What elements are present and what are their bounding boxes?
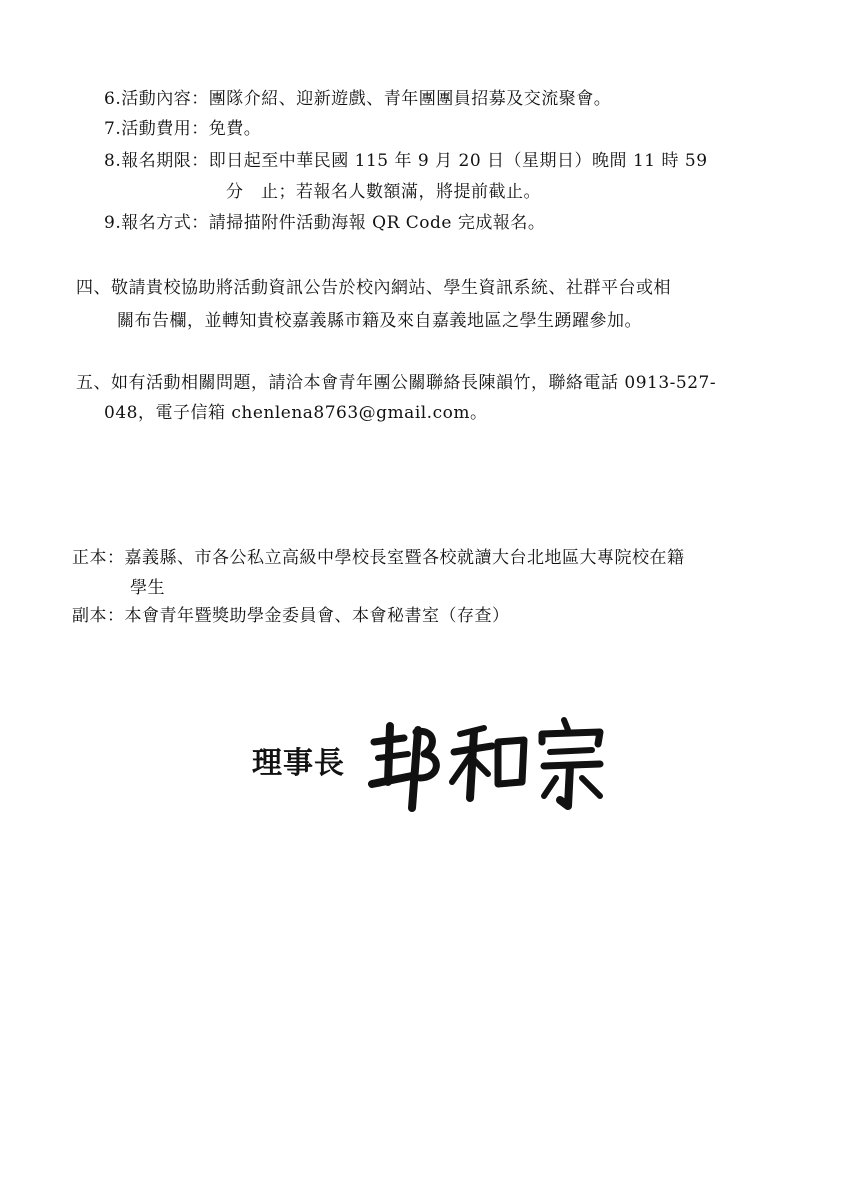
item-text: 活動費用：免費。: [121, 119, 262, 139]
distribution-copy: 副本：本會青年暨獎助學金委員會、本會秘書室（存查）: [72, 606, 510, 626]
item-7: [104, 118, 261, 140]
distribution-original-line2: 學生: [130, 578, 165, 598]
item-label: 8.: [104, 151, 122, 171]
handwritten-signature: [364, 712, 614, 812]
section-four-line1: 四、敬請貴校協助將活動資訊公告於校內網站、學生資訊系統、社群平台或相: [76, 278, 671, 298]
item-8-continuation: [226, 181, 541, 203]
item-8: [104, 150, 708, 172]
section-four-line2: 關布告欄，並轉知貴校嘉義縣市籍及來自嘉義地區之學生踴躍參加。: [117, 311, 642, 331]
signature-title: 理事長: [252, 746, 345, 781]
item-text: 分 止；若報名人數額滿，將提前截止。: [226, 182, 541, 202]
item-label: 7.: [104, 119, 122, 139]
item-9: [104, 212, 545, 234]
section-five-line1: 五、如有活動相關問題，請洽本會青年團公關聯絡長陳韻竹，聯絡電話 0913-527-: [76, 373, 717, 393]
section-five-line2: 048，電子信箱 chenlena8763@gmail.com。: [104, 403, 488, 423]
item-label: 6.: [104, 89, 122, 109]
signature-image: [364, 712, 614, 812]
distribution-original-line1: 正本：嘉義縣、市各公私立高級中學校長室暨各校就讀大台北地區大專院校在籍: [72, 548, 685, 568]
item-label: 9.: [104, 213, 122, 233]
item-text: 報名期限：即日起至中華民國 115 年 9 月 20 日（星期日）晚間 11 時 59: [121, 151, 708, 171]
item-6: [104, 88, 611, 110]
item-text: 活動內容：團隊介紹、迎新遊戲、青年團團員招募及交流聚會。: [121, 89, 612, 109]
item-text: 報名方式：請掃描附件活動海報 QR Code 完成報名。: [121, 213, 546, 233]
